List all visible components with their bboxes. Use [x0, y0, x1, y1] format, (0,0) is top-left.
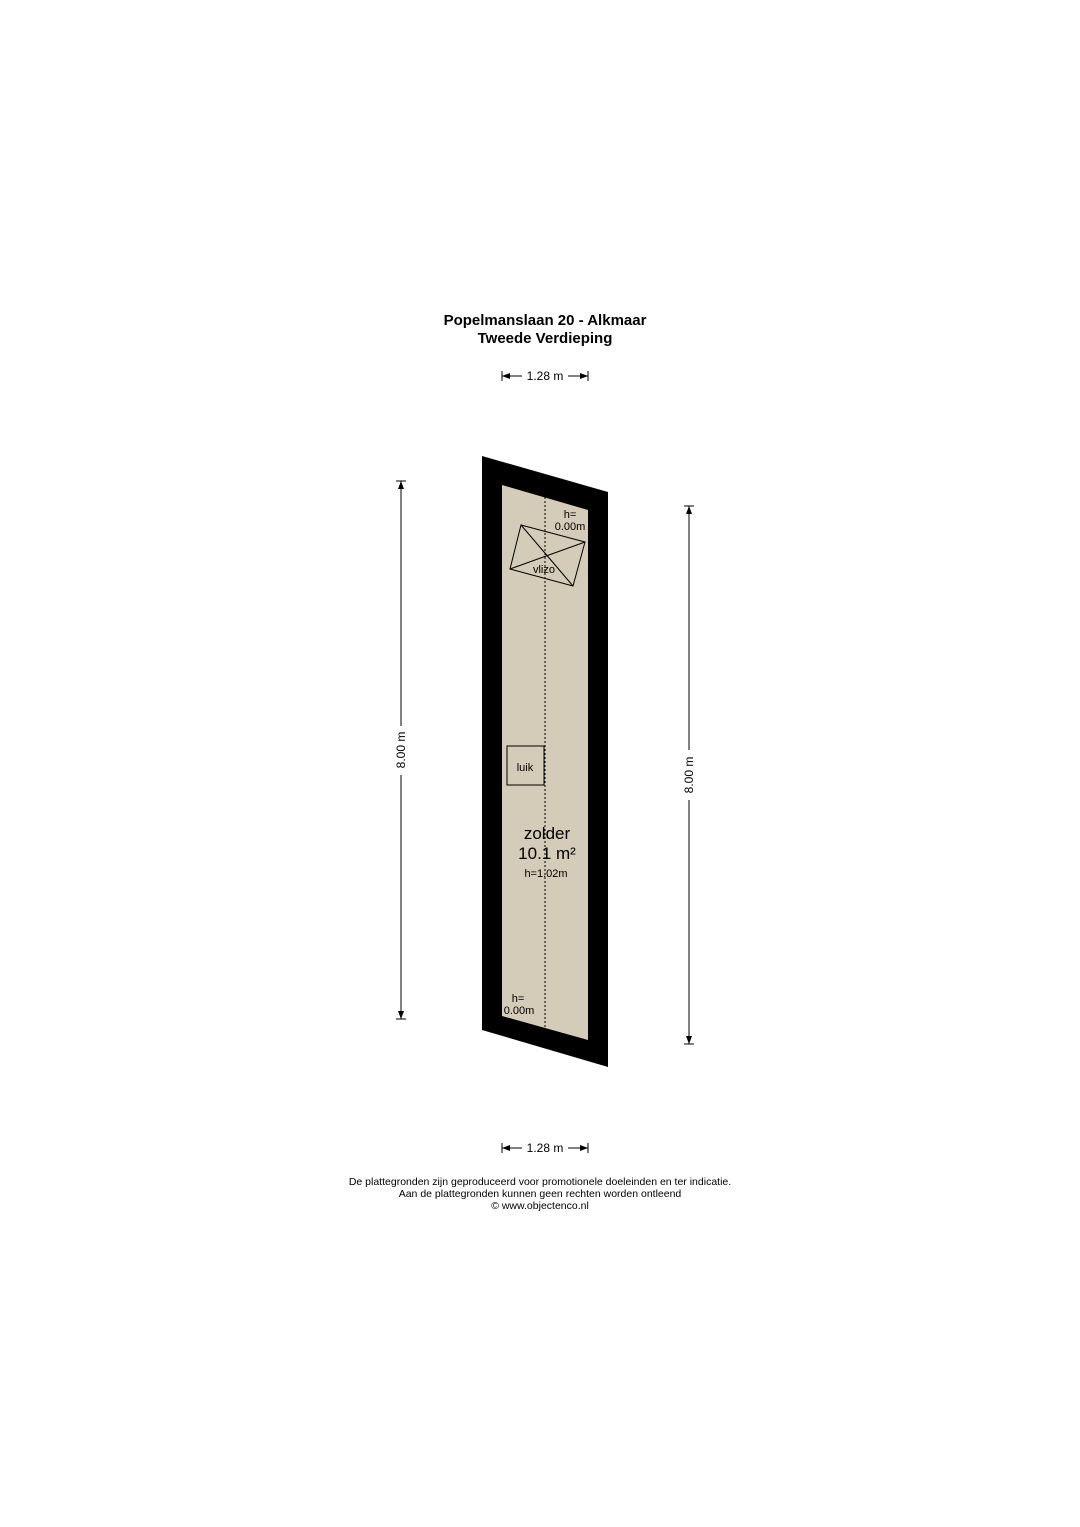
- bottom-width-label: 1.28 m: [526, 1141, 564, 1155]
- luik-label: luik: [516, 762, 534, 774]
- disclaimer-line-1: De plattegronden zijn geproduceerd voor promotionele doeleinden en ter indicatie.: [348, 1176, 732, 1188]
- room-height: h=1.02m: [524, 868, 568, 880]
- plan-floor-title: Tweede Verdieping: [477, 330, 613, 347]
- top-width-dimension: [502, 369, 588, 383]
- left-length-dimension: [394, 481, 408, 1019]
- room-name: zolder: [523, 824, 571, 843]
- top-width-label: 1.28 m: [526, 369, 564, 383]
- copyright-line: © www.objectenco.nl: [491, 1200, 589, 1212]
- bottom-width-dimension: [502, 1141, 588, 1155]
- bottom-height-label: h=: [511, 993, 525, 1005]
- vlizo-label: vlizo: [532, 564, 556, 576]
- disclaimer-line-2: Aan de plattegronden kunnen geen rechten worden ontleend: [398, 1188, 682, 1200]
- top-height-label: h=: [563, 509, 577, 521]
- right-length-label: 8.00 m: [682, 756, 696, 794]
- top-height-value: 0.00m: [554, 521, 586, 533]
- left-length-label: 8.00 m: [394, 731, 408, 769]
- plan-address-title: Popelmanslaan 20 - Alkmaar: [443, 312, 647, 329]
- right-length-dimension: [682, 506, 696, 1044]
- bottom-height-value: 0.00m: [503, 1005, 535, 1017]
- room-area: 10.1 m²: [518, 844, 576, 863]
